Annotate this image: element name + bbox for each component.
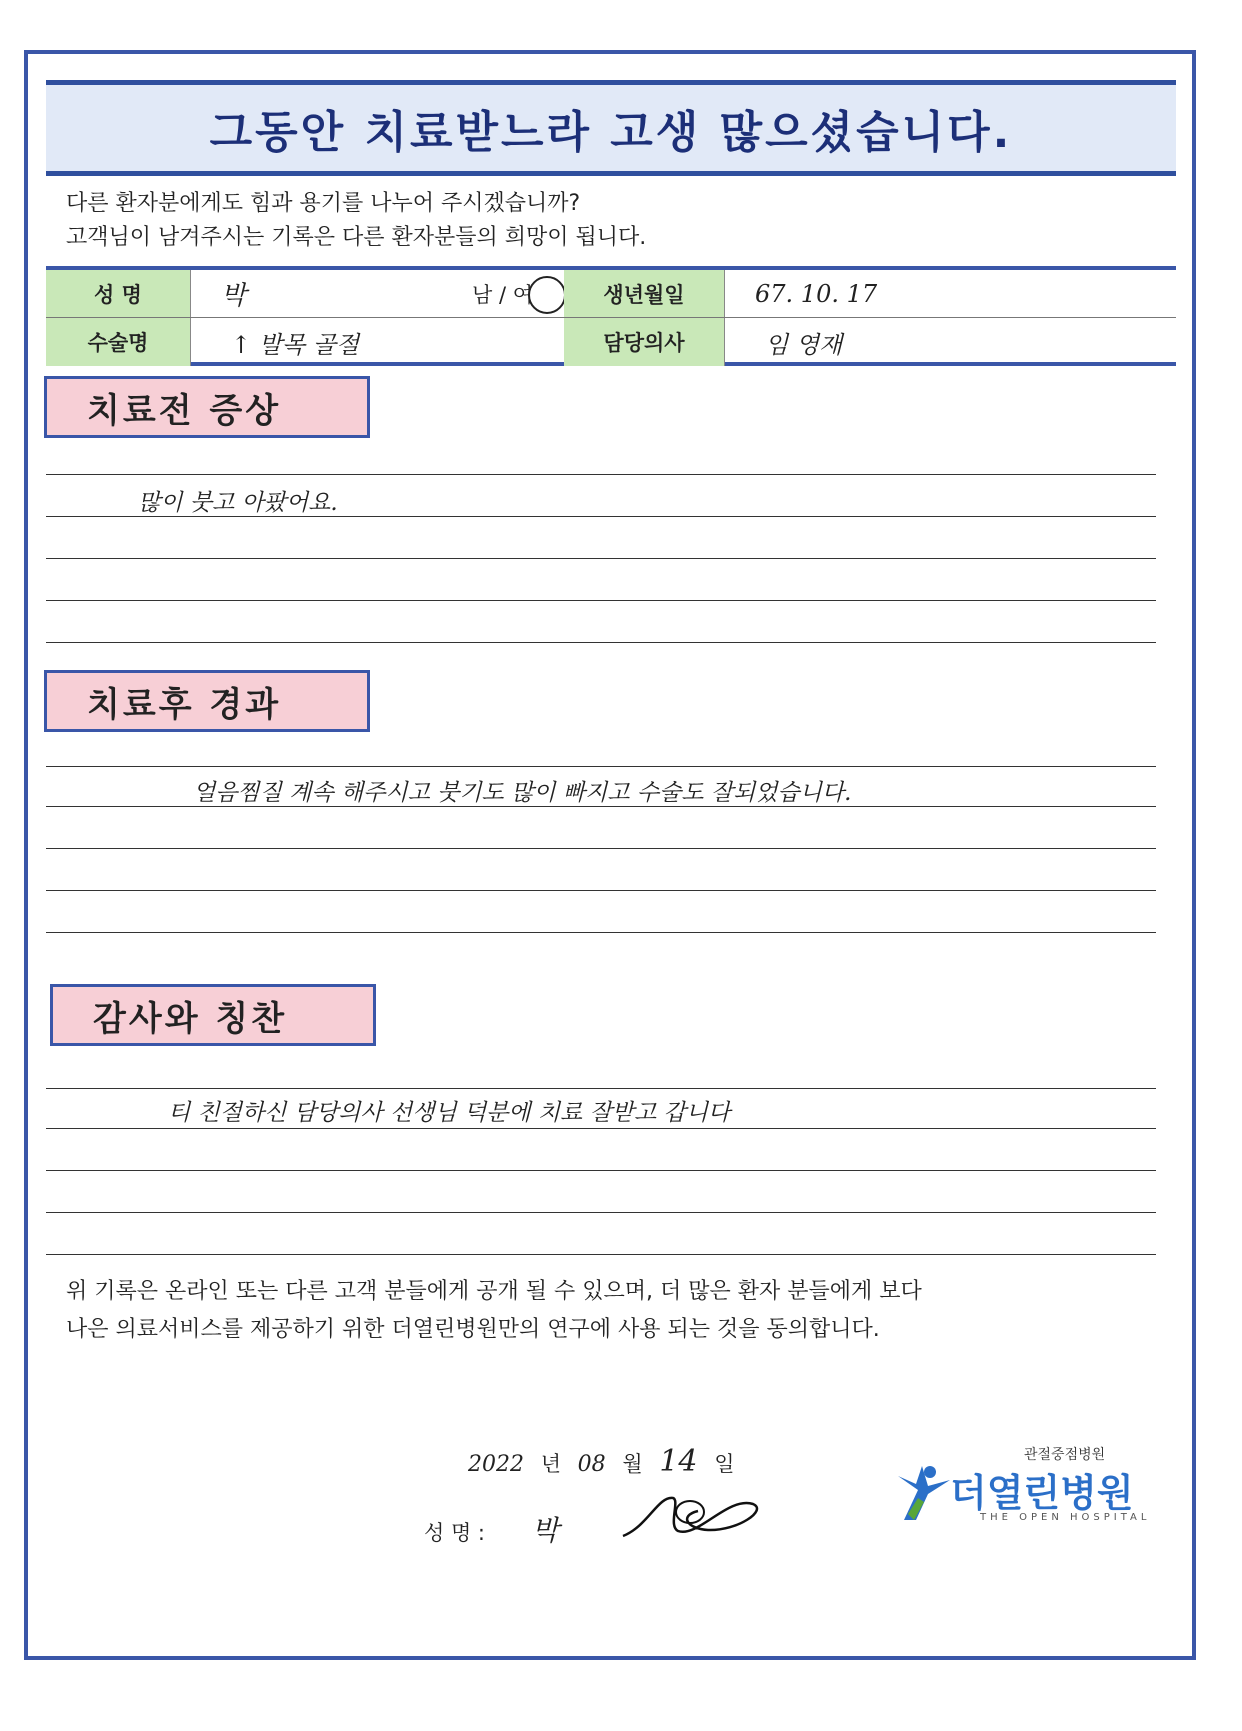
signature-name: 박 [531, 1514, 559, 1547]
handwritten-signature [618, 1486, 768, 1546]
date-year: 2022 [468, 1452, 524, 1477]
gender-field [472, 270, 564, 317]
consent-date [468, 1444, 745, 1479]
surgery-field [190, 318, 564, 366]
writing-line [46, 1254, 1156, 1255]
date-day: 14 [659, 1444, 698, 1479]
writing-line [46, 890, 1156, 891]
surgery-value: ↑ 발목 골절 [231, 330, 360, 359]
writing-line [46, 516, 1156, 517]
hospital-name-text: 더열린병원 [950, 1471, 1134, 1515]
writing-line [46, 558, 1156, 559]
writing-line [46, 806, 1156, 807]
hospital-mark-icon [894, 1462, 954, 1526]
gender-text: 남 / 여 [472, 282, 533, 307]
writing-line [46, 600, 1156, 601]
before-symptom-text: 많이 붓고 아팠어요. [138, 490, 338, 516]
birth-field [724, 270, 1176, 317]
doctor-field [724, 318, 1176, 366]
birth-label: 생년월일 [564, 270, 724, 317]
thanks-text: 티 친절하신 담당의사 선생님 덕분에 치료 잘받고 갑니다 [168, 1100, 731, 1126]
writing-line [46, 766, 1156, 767]
writing-line [46, 1128, 1156, 1129]
form-frame [24, 50, 1196, 1660]
signature-row [424, 1509, 559, 1549]
patient-info-table [46, 266, 1176, 366]
date-month-unit: 월 [622, 1452, 643, 1476]
surgery-label: 수술명 [46, 318, 190, 366]
gender-circle [528, 276, 566, 314]
writing-line [46, 1088, 1156, 1089]
writing-line [46, 848, 1156, 849]
doctor-label: 담당의사 [564, 318, 724, 366]
intro-line-2: 고객님이 남겨주시는 기록은 다른 환자분들의 희망이 됩니다. [66, 225, 647, 250]
date-year-unit: 년 [540, 1452, 561, 1476]
writing-line [46, 1170, 1156, 1171]
date-day-unit: 일 [714, 1452, 735, 1476]
after-result-text: 얼음찜질 계속 해주시고 붓기도 많이 빠지고 수술도 잘되었습니다. [193, 780, 852, 806]
doctor-value: 임 영재 [765, 330, 843, 359]
section-title-thanks: 감사와 칭찬 [50, 984, 376, 1046]
date-month: 08 [577, 1452, 606, 1477]
writing-line [46, 474, 1156, 475]
name-label: 성 명 [46, 270, 190, 317]
hospital-logo [894, 1444, 1164, 1564]
consent-line-2: 나은 의료서비스를 제공하기 위한 더열린병원만의 연구에 사용 되는 것을 동의합니다. [66, 1317, 880, 1342]
hospital-name [950, 1462, 1134, 1517]
consent-line-1: 위 기록은 온라인 또는 다른 고객 분들에게 공개 될 수 있으며, 더 많은 환자 분들에게 보다 [66, 1279, 922, 1304]
birth-value: 67. 10. 17 [755, 279, 878, 308]
section-title-after: 치료후 경과 [44, 670, 370, 732]
section-title-before: 치료전 증상 [44, 376, 370, 438]
hospital-english: THE OPEN HOSPITAL [980, 1512, 1151, 1523]
title-banner [46, 80, 1176, 176]
writing-line [46, 1212, 1156, 1213]
writing-line [46, 932, 1156, 933]
page-title: 그동안 치료받느라 고생 많으셨습니다. [209, 107, 1013, 158]
hospital-tag: 관절중점병원 [1024, 1447, 1106, 1463]
name-value: 박 [221, 281, 247, 311]
signature-label: 성 명 : [424, 1521, 485, 1545]
writing-line [46, 642, 1156, 643]
intro-line-1: 다른 환자분에게도 힘과 용기를 나누어 주시겠습니까? [66, 191, 581, 216]
